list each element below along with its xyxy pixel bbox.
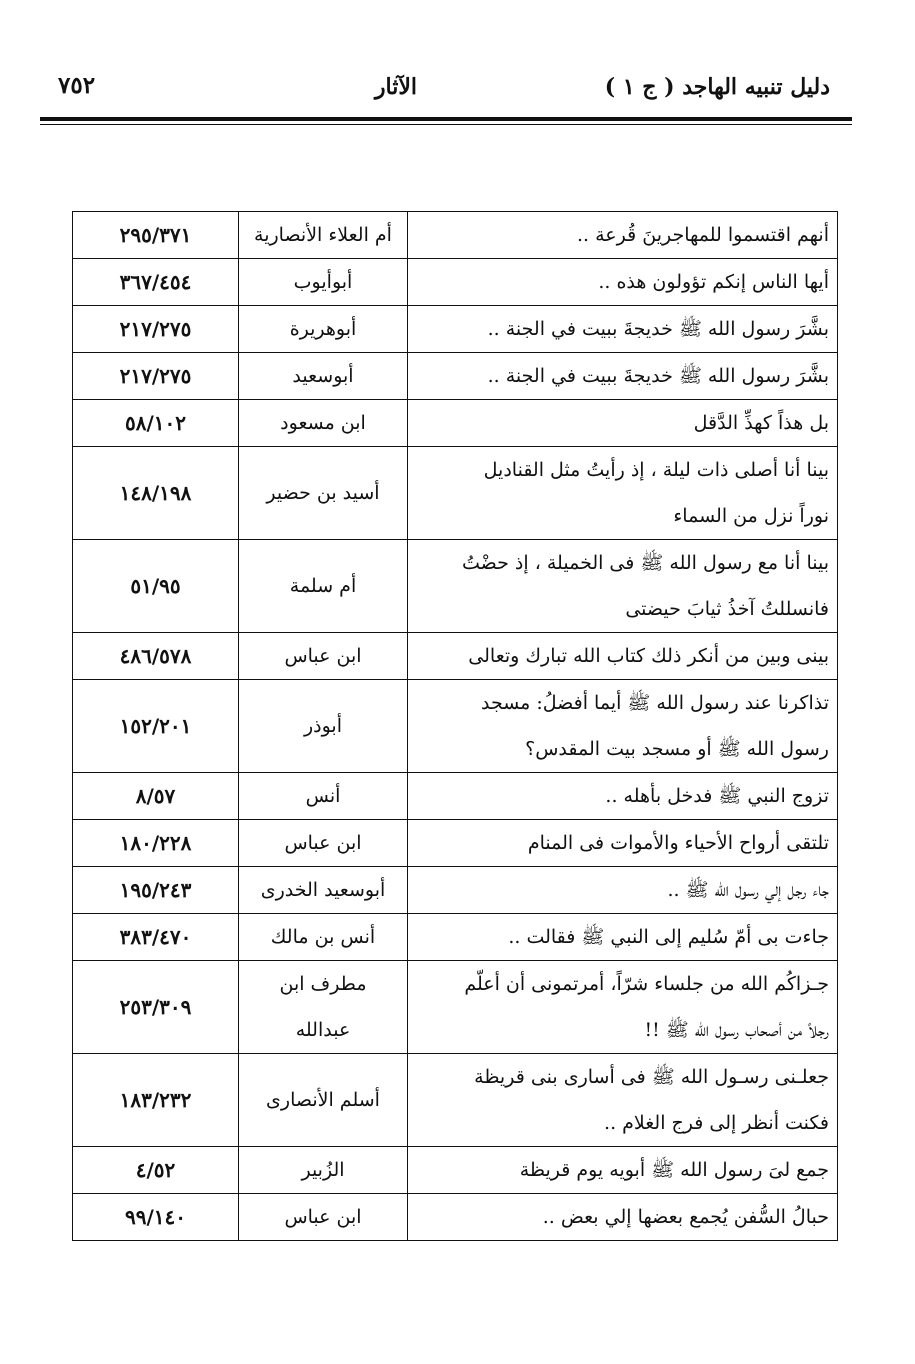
table-row bbox=[73, 633, 838, 680]
table-row bbox=[73, 961, 838, 1054]
narrator-cell bbox=[239, 212, 408, 259]
narrator-line: مطرف ابن bbox=[279, 973, 367, 995]
athar-text-cell bbox=[408, 680, 838, 773]
narrator-line: أبوسعيد bbox=[292, 365, 354, 387]
reference-cell: ٢٩٥/٣٧١ bbox=[73, 212, 239, 259]
athar-text-line: بل هذاً كهذِّ الدَّقل bbox=[693, 412, 829, 434]
athar-text-cell bbox=[408, 1147, 838, 1194]
reference-cell: ٣٨٣/٤٧٠ bbox=[73, 914, 239, 961]
athar-table-body bbox=[73, 212, 838, 1241]
athar-text-line: فكنت أنظر إلى فرج الغلام .. bbox=[604, 1112, 829, 1134]
narrator-line: أم سلمة bbox=[289, 575, 357, 597]
table-row bbox=[73, 867, 838, 914]
narrator-cell bbox=[239, 540, 408, 633]
athar-text-line: حبالُ السُّفن يُجمع بعضها إلي بعض .. bbox=[542, 1206, 829, 1228]
narrator-cell bbox=[239, 400, 408, 447]
athar-text-cell bbox=[408, 447, 838, 540]
narrator-cell bbox=[239, 633, 408, 680]
reference-cell: ١٩٥/٢٤٣ bbox=[73, 867, 239, 914]
narrator-line: ابن مسعود bbox=[280, 412, 366, 434]
table-row bbox=[73, 914, 838, 961]
athar-text-line: رجلاً من أصحاب رسول الله ﷺ !! bbox=[644, 1019, 829, 1041]
athar-text-line: أيها الناس إنكم تؤولون هذه .. bbox=[598, 271, 829, 293]
narrator-cell bbox=[239, 867, 408, 914]
reference-cell: ١٤٨/١٩٨ bbox=[73, 447, 239, 540]
athar-text-cell bbox=[408, 353, 838, 400]
athar-text-cell bbox=[408, 867, 838, 914]
reference-cell: ٥٨/١٠٢ bbox=[73, 400, 239, 447]
reference-cell: ٢٥٣/٣٠٩ bbox=[73, 961, 239, 1054]
narrator-line: ابن عباس bbox=[284, 1206, 362, 1228]
athar-text-cell bbox=[408, 259, 838, 306]
table-row bbox=[73, 540, 838, 633]
athar-text-cell bbox=[408, 540, 838, 633]
table-row bbox=[73, 680, 838, 773]
narrator-line: أبوسعيد الخدرى bbox=[260, 879, 386, 901]
table-row bbox=[73, 353, 838, 400]
narrator-cell bbox=[239, 353, 408, 400]
athar-text-cell bbox=[408, 306, 838, 353]
athar-text-line: بشَّرَ رسول الله ﷺ خديجةَ ببيت في الجنة .. bbox=[487, 365, 829, 387]
athar-text-line: أنهم اقتسموا للمهاجرينَ قُرعة .. bbox=[576, 224, 829, 246]
narrator-cell bbox=[239, 1194, 408, 1241]
table-row bbox=[73, 1194, 838, 1241]
reference-cell: ١٥٢/٢٠١ bbox=[73, 680, 239, 773]
reference-cell: ٥١/٩٥ bbox=[73, 540, 239, 633]
athar-text-cell bbox=[408, 961, 838, 1054]
athar-text-cell bbox=[408, 1194, 838, 1241]
athar-text-line: جمع لىَ رسول الله ﷺ أبويه يوم قريظة bbox=[519, 1159, 829, 1181]
reference-cell: ٢١٧/٢٧٥ bbox=[73, 306, 239, 353]
narrator-line: ابن عباس bbox=[284, 832, 362, 854]
narrator-line: أبوأيوب bbox=[293, 271, 353, 293]
reference-cell: ٩٩/١٤٠ bbox=[73, 1194, 239, 1241]
table-row bbox=[73, 259, 838, 306]
athar-text-line: نوراً نزل من السماء bbox=[673, 505, 829, 527]
page-header bbox=[40, 62, 852, 114]
book-title: دليل تنبيه الهاجد ( ج ١ ) bbox=[604, 74, 830, 100]
narrator-line: ابن عباس bbox=[284, 645, 362, 667]
narrator-cell bbox=[239, 259, 408, 306]
header-rule bbox=[40, 117, 852, 121]
athar-text-line: جاءت بى أمّ سُليم إلى النبي ﷺ فقالت .. bbox=[508, 926, 829, 948]
athar-text-line: بينى وبين من أنكر ذلك كتاب الله تبارك وتعالى bbox=[468, 645, 829, 667]
section-title: الآثار bbox=[374, 74, 417, 100]
athar-text-cell bbox=[408, 820, 838, 867]
narrator-line: أبوهريرة bbox=[289, 318, 357, 340]
table-row bbox=[73, 1054, 838, 1147]
athar-text-cell bbox=[408, 400, 838, 447]
narrator-line: الزُبير bbox=[301, 1159, 345, 1181]
header-rule-thin bbox=[40, 124, 852, 125]
table-row bbox=[73, 820, 838, 867]
athar-text-line: جعلـنى رسـول الله ﷺ فى أسارى بنى قريظة bbox=[474, 1066, 829, 1088]
reference-cell: ٤٨٦/٥٧٨ bbox=[73, 633, 239, 680]
narrator-cell bbox=[239, 1054, 408, 1147]
athar-text-cell bbox=[408, 1054, 838, 1147]
narrator-cell bbox=[239, 306, 408, 353]
narrator-line: أسلم الأنصارى bbox=[266, 1089, 380, 1111]
athar-text-cell bbox=[408, 212, 838, 259]
table-row bbox=[73, 1147, 838, 1194]
athar-text-line: رسول الله ﷺ أو مسجد بيت المقدس؟ bbox=[525, 738, 829, 760]
narrator-cell bbox=[239, 773, 408, 820]
athar-text-line: بينا أنا مع رسول الله ﷺ فى الخميلة ، إذ حضْتُ bbox=[462, 552, 829, 574]
reference-cell: ١٨٠/٢٢٨ bbox=[73, 820, 239, 867]
narrator-cell bbox=[239, 447, 408, 540]
athar-text-cell bbox=[408, 773, 838, 820]
athar-text-line: جاء رجل إلي رسول الله ﷺ .. bbox=[667, 879, 829, 901]
athar-text-cell bbox=[408, 633, 838, 680]
athar-text-line: بينا أنا أصلى ذات ليلة ، إذ رأيتُ مثل القناديل bbox=[483, 459, 829, 481]
narrator-cell bbox=[239, 680, 408, 773]
narrator-cell bbox=[239, 914, 408, 961]
table-row bbox=[73, 400, 838, 447]
narrator-cell bbox=[239, 820, 408, 867]
page-number: ٧٥٢ bbox=[58, 72, 96, 99]
narrator-line: أنس بن مالك bbox=[270, 926, 376, 948]
reference-cell: ١٨٣/٢٣٢ bbox=[73, 1054, 239, 1147]
narrator-line: أسيد بن حضير bbox=[266, 482, 380, 504]
narrator-line: أنس bbox=[305, 785, 341, 807]
athar-text-line: تلتقى أرواح الأحياء والأموات فى المنام bbox=[527, 832, 829, 854]
table-row bbox=[73, 212, 838, 259]
athar-text-cell bbox=[408, 914, 838, 961]
athar-text-line: تذاكرنا عند رسول الله ﷺ أيما أفضلُ: مسجد bbox=[480, 692, 829, 714]
athar-text-line: جـزاكُم الله من جلساء شرّاً، أمرتمونى أن أعلّم bbox=[464, 973, 829, 995]
table-row bbox=[73, 447, 838, 540]
narrator-cell bbox=[239, 1147, 408, 1194]
narrator-line: عبدالله bbox=[295, 1019, 351, 1041]
narrator-line: أبوذر bbox=[303, 715, 343, 737]
athar-text-line: تزوج النبي ﷺ فدخل بأهله .. bbox=[605, 785, 829, 807]
reference-cell: ٨/٥٧ bbox=[73, 773, 239, 820]
athar-index-table bbox=[72, 211, 838, 1241]
narrator-line: أم العلاء الأنصارية bbox=[254, 224, 392, 246]
athar-text-line: فانسللتُ آخذُ ثيابَ حيضتى bbox=[625, 598, 829, 620]
reference-cell: ٤/٥٢ bbox=[73, 1147, 239, 1194]
table-row bbox=[73, 773, 838, 820]
reference-cell: ٢١٧/٢٧٥ bbox=[73, 353, 239, 400]
table-row bbox=[73, 306, 838, 353]
athar-text-line: بشَّرَ رسول الله ﷺ خديجةَ ببيت في الجنة .. bbox=[487, 318, 829, 340]
narrator-cell bbox=[239, 961, 408, 1054]
reference-cell: ٣٦٧/٤٥٤ bbox=[73, 259, 239, 306]
